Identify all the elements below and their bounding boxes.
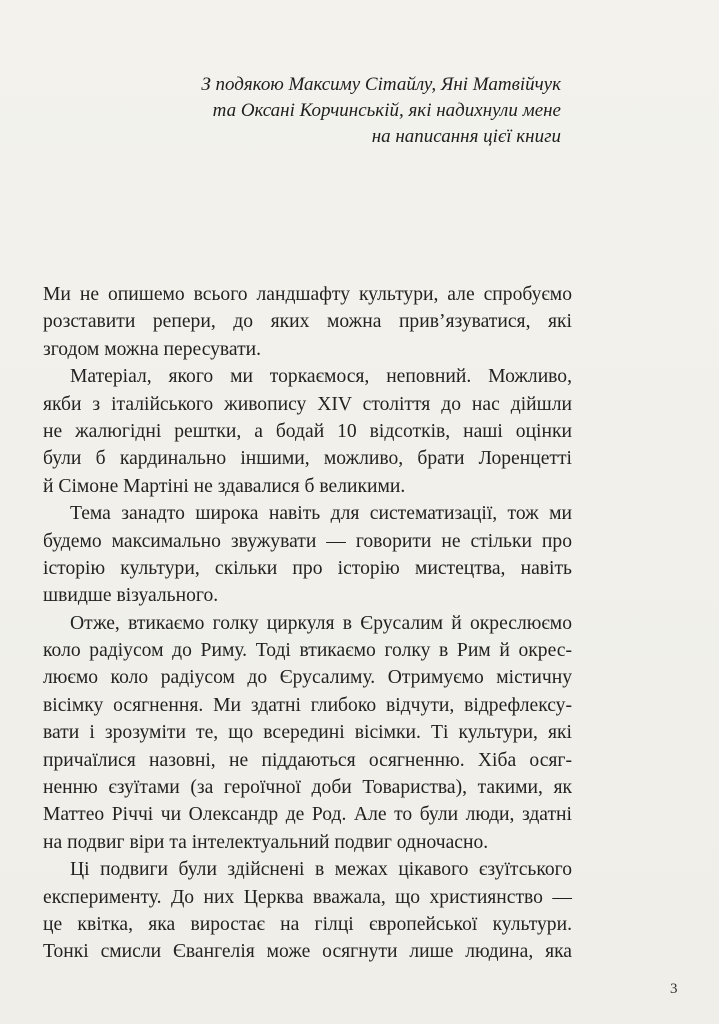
dedication-line: З подякою Максиму Сітайлу, Яні Матвійчук xyxy=(201,74,561,95)
text-line: на подвиг віри та інтелектуальний подвиг одночасно. xyxy=(43,831,489,853)
main-text xyxy=(43,281,572,966)
text-line: вісімку осягнення. Ми здатні глибоко відчути, відрефлексу- xyxy=(43,694,572,716)
text-line: Ці подвиги були здійснені в межах цікавого єзуїтського xyxy=(70,859,572,881)
text-line: історію культури, скільки про історію мистецтва, навіть xyxy=(43,557,572,579)
text-line: Матеріал, якого ми торкаємося, неповний. Можливо, xyxy=(70,366,572,388)
paragraph xyxy=(43,281,572,363)
text-line: Ми не опишемо всього ландшафту культури, але спробуємо xyxy=(43,284,572,305)
text-line: вати і зрозуміти те, що всередині вісімки. Ті культури, які xyxy=(43,722,572,744)
text-line: швидше візуального. xyxy=(43,585,219,607)
text-line: не жалюгідні рештки, а бодай 10 відсотків, наші оцінки xyxy=(43,420,572,442)
text-line: експерименту. До них Церква вважала, що християнство — xyxy=(43,886,572,908)
text-line: розставити репери, до яких можна прив’язуватися, які xyxy=(43,311,572,333)
text-line: якби з італійського живопису XIV століття до нас дійшли xyxy=(43,393,572,415)
text-line: коло радіусом до Риму. Тоді втикаємо голку в Рим й окрес- xyxy=(43,640,572,662)
text-line: ненню єзуїтами (за героїчної доби Товариства), такими, як xyxy=(43,777,572,799)
text-line: були б кардинально іншими, можливо, брати Лоренцетті xyxy=(43,448,572,470)
paragraph xyxy=(43,363,572,500)
paragraph xyxy=(43,500,572,610)
text-line: будемо максимально звужувати — говорити не стільки про xyxy=(43,530,572,552)
dedication-line: на написання цієї книги xyxy=(371,126,561,147)
text-line: Тонкі смисли Євангелія може осягнути лише людина, яка xyxy=(43,941,572,963)
text-line: згодом можна пересувати. xyxy=(43,338,262,360)
page-number: 3 xyxy=(670,981,678,997)
text-line: це квітка, яка виростає на гілці європейської культури. xyxy=(43,913,572,935)
text-line: причаїлися назовні, не піддаються осягненню. Хіба осяг- xyxy=(43,749,572,771)
dedication-line: та Оксані Корчинській, які надихнули мене xyxy=(212,100,561,121)
text-line: Отже, втикаємо голку циркуля в Єрусалим й окреслюємо xyxy=(70,612,572,634)
dedication xyxy=(141,72,561,150)
paragraph xyxy=(43,856,572,966)
text-line: Маттео Річчі чи Олександр де Род. Але то були люди, здатні xyxy=(43,804,572,826)
text-line: люємо коло радіусом до Єрусалиму. Отримуємо містичну xyxy=(43,667,572,689)
text-line: й Сімоне Мартіні не здавалися б великими. xyxy=(43,475,406,497)
text-line: Тема занадто широка навіть для систематизації, тож ми xyxy=(70,503,572,525)
paragraph xyxy=(43,610,572,857)
